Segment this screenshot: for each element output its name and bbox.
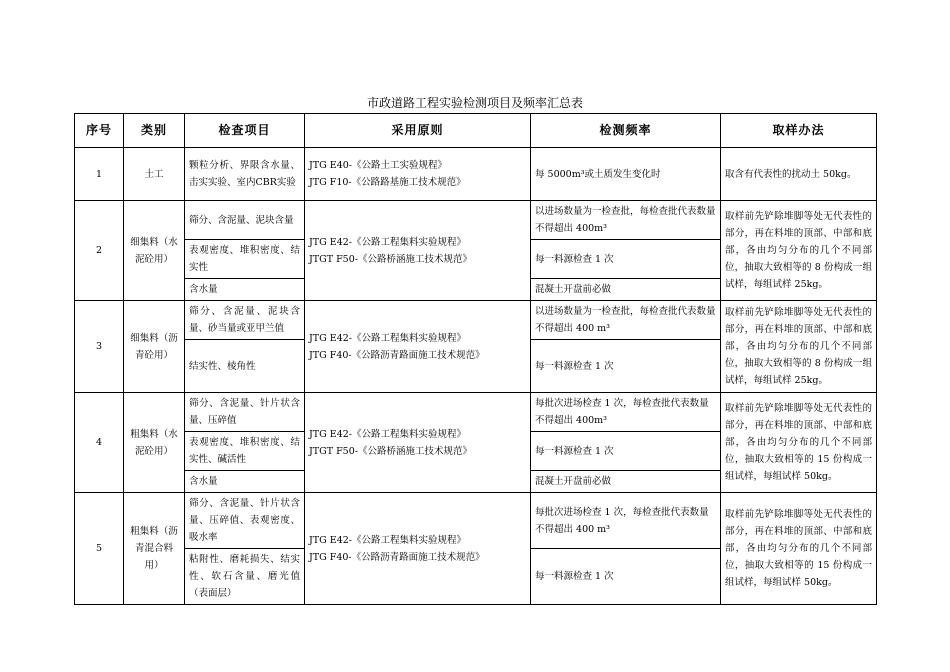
- standard-cell: [305, 493, 531, 605]
- frequency-cell: 每批次进场检查 1 次，每检查批代表数量不得超出 400 m³: [531, 493, 721, 549]
- row-number: 1: [75, 148, 124, 201]
- frequency-cell: 混凝土开盘前必做: [531, 279, 721, 301]
- standard-line: JTG E42-《公路工程集料实验规程》: [309, 428, 466, 440]
- item-cell: 粘附性、磨耗损失、结实性、软石含量、磨光值（表面层）: [185, 549, 305, 605]
- table-row: [75, 201, 877, 240]
- standard-cell: [305, 201, 531, 301]
- category-cell: 粗集料（沥青混合料用）: [124, 493, 185, 605]
- item-cell: 筛分、含泥量、针片状含量、压碎值、表观密度、吸水率: [185, 493, 305, 549]
- standard-line: JTG E42-《公路工程集料实验规程》: [309, 236, 466, 248]
- sampling-cell: 取样前先铲除堆脚等处无代表性的部分，再在料堆的顶部、中部和底部，各由均匀分布的几个不同部位，抽取大致相等的 15 份构成一组试样，每组试样 50kg。: [721, 493, 877, 605]
- standard-cell: [305, 148, 531, 201]
- frequency-cell: 每批次进场检查 1 次，每检查批代表数量不得超出 400m³: [531, 393, 721, 432]
- header-cell: 取样办法: [721, 114, 877, 148]
- row-number: 2: [75, 201, 124, 301]
- item-cell: 含水量: [185, 471, 305, 493]
- frequency-cell: 混凝土开盘前必做: [531, 471, 721, 493]
- frequency-cell: 每一料源检查 1 次: [531, 432, 721, 471]
- sampling-cell: 取样前先铲除堆脚等处无代表性的部分，再在料堆的顶部、中部和底部，各由均匀分布的几个不同部位，抽取大致相等的 8 份构成一组试样，每组试样 25kg。: [721, 301, 877, 393]
- standard-line: JTGT F50-《公路桥涵施工技术规范》: [309, 445, 472, 457]
- row-number: 4: [75, 393, 124, 493]
- header-cell: 类别: [124, 114, 185, 148]
- frequency-cell: 以进场数量为一检查批，每检查批代表数量不得超出 400 m³: [531, 301, 721, 340]
- standard-line: JTG F10-《公路路基施工技术规范》: [309, 177, 466, 188]
- category-cell: 细集料（水泥砼用）: [124, 201, 185, 301]
- item-cell: 颗粒分析、界限含水量、击实实验、室内CBR实验: [185, 148, 305, 201]
- header-cell: 检测频率: [531, 114, 721, 148]
- table-title: 市政道路工程实验检测项目及频率汇总表: [366, 96, 583, 110]
- standard-line: JTG F40-《公路沥青路面施工技术规范》: [309, 551, 485, 563]
- header-row: [75, 114, 877, 148]
- header-cell: 检查项目: [185, 114, 305, 148]
- category-cell: 粗集料（水泥砼用）: [124, 393, 185, 493]
- header-cell: 采用原则: [305, 114, 531, 148]
- row-number: 3: [75, 301, 124, 393]
- item-cell: 表观密度、堆积密度、结实性: [185, 240, 305, 279]
- item-cell: 结实性、棱角性: [185, 340, 305, 393]
- category-cell: 土工: [124, 148, 185, 201]
- standard-line: JTG E40-《公路土工实验规程》: [309, 160, 447, 171]
- frequency-cell: 每 5000m³或土质发生变化时: [531, 148, 721, 201]
- inspection-table: [74, 113, 877, 605]
- sampling-cell: 取样前先铲除堆脚等处无代表性的部分，再在料堆的顶部、中部和底部，各由均匀分布的几个不同部位，抽取大致相等的 8 份构成一组试样，每组试样 25kg。: [721, 201, 877, 301]
- item-cell: 筛分、含泥量、针片状含量、压碎值: [185, 393, 305, 432]
- item-cell: 筛分、含泥量、泥块含量: [185, 201, 305, 240]
- standard-line: JTG E42-《公路工程集料实验规程》: [309, 332, 466, 344]
- item-cell: 含水量: [185, 279, 305, 301]
- standard-line: JTG F40-《公路沥青路面施工技术规范》: [309, 349, 485, 361]
- category-cell: 细集料（沥青砼用）: [124, 301, 185, 393]
- table-row: [75, 393, 877, 432]
- standard-line: JTGT F50-《公路桥涵施工技术规范》: [309, 253, 472, 265]
- item-cell: 筛分、含泥量、泥块含量、砂当量或亚甲兰值: [185, 301, 305, 340]
- row-number: 5: [75, 493, 124, 605]
- sampling-cell: 取样前先铲除堆脚等处无代表性的部分，再在料堆的顶部、中部和底部，各由均匀分布的几个不同部位，抽取大致相等的 15 份构成一组试样，每组试样 50kg。: [721, 393, 877, 493]
- table-row: [75, 301, 877, 340]
- table-row: [75, 148, 877, 201]
- frequency-cell: 每一料源检查 1 次: [531, 240, 721, 279]
- item-cell: 表观密度、堆积密度、结实性、碱活性: [185, 432, 305, 471]
- frequency-cell: 每一料源检查 1 次: [531, 549, 721, 605]
- frequency-cell: 每一料源检查 1 次: [531, 340, 721, 393]
- frequency-cell: 以进场数量为一检查批，每检查批代表数量不得超出 400m³: [531, 201, 721, 240]
- sampling-cell: 取含有代表性的扰动土 50kg。: [721, 148, 877, 201]
- standard-line: JTG E42-《公路工程集料实验规程》: [309, 534, 466, 546]
- standard-cell: [305, 301, 531, 393]
- standard-cell: [305, 393, 531, 493]
- header-cell: 序号: [75, 114, 124, 148]
- table-row: [75, 493, 877, 549]
